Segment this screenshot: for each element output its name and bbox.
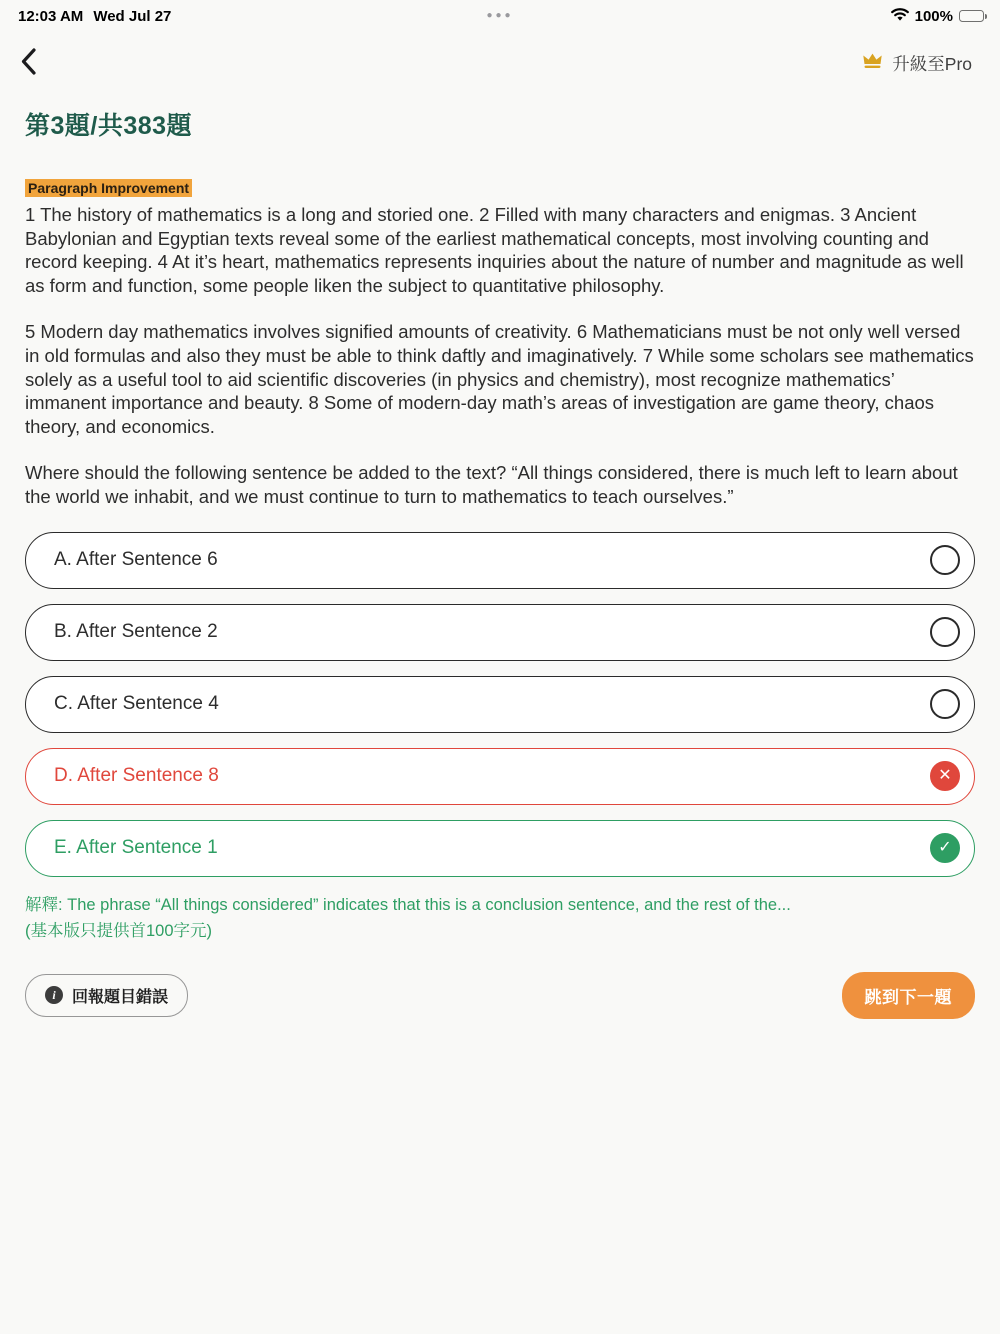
passage-paragraph-1: 1 The history of mathematics is a long and storied one. 2 Filled with many characters and enigmas. 3 Ancient Babylonian and Egyptian texts reveal some of the earliest mathematical concepts, most involving counting and record keeping. 4 At it’s heart, mathematics represents inquiries about the nature of number and magnitude as well as form and function, some people liken the subject to quantitative philosophy.	[25, 204, 964, 296]
option-c[interactable]	[25, 676, 975, 733]
report-error-button[interactable]	[25, 974, 188, 1017]
upgrade-pro-button[interactable]	[862, 51, 972, 76]
radio-circle-icon	[930, 689, 960, 719]
question-progress: 第3題/共383題	[25, 112, 193, 140]
nav-bar	[0, 26, 1000, 78]
option-b-label: B. After Sentence 2	[54, 621, 218, 643]
status-bar	[0, 0, 1000, 26]
footer-actions	[25, 972, 975, 1019]
option-a[interactable]	[25, 532, 975, 589]
battery-percent: 100%	[914, 7, 953, 25]
option-e-label: E. After Sentence 1	[54, 837, 218, 859]
battery-icon	[959, 10, 984, 22]
explanation-text: 解釋: The phrase “All things considered” indicates that this is a conclusion sentence, and the rest of the...	[25, 895, 791, 914]
explanation-note: (基本版只提供首100字元)	[25, 921, 213, 940]
radio-circle-icon	[930, 617, 960, 647]
upgrade-pro-label: 升級至Pro	[892, 53, 972, 74]
option-c-label: C. After Sentence 4	[54, 693, 219, 715]
report-error-label: 回報題目錯誤	[72, 988, 169, 1006]
check-icon: ✓	[930, 833, 960, 863]
question-type-tag: Paragraph Improvement	[25, 179, 192, 197]
status-ellipsis-icon: ●●●	[486, 10, 514, 21]
options-list	[25, 532, 975, 877]
info-icon: i	[45, 986, 63, 1004]
crown-icon	[862, 52, 883, 74]
explanation-block	[25, 892, 975, 944]
chevron-left-icon	[20, 47, 37, 79]
option-e[interactable]	[25, 820, 975, 877]
passage-paragraph-2: 5 Modern day mathematics involves signified amounts of creativity. 6 Mathematicians must be not only well versed in old formulas and also they must be able to think daftly and imaginatively. 7 While some scholars see mathematics solely as a useful tool to aid scientific discoveries (in physics and chemistry), most recognize mathematics’ immanent importance and beauty. 8 Some of modern-day math’s areas of investigation are game theory, chaos theory, and economics.	[25, 321, 974, 437]
status-date: Wed Jul 27	[93, 7, 172, 25]
back-button[interactable]	[20, 48, 50, 78]
cross-icon: ✕	[930, 761, 960, 791]
question-prompt: Where should the following sentence be added to the text? “All things considered, there is much left to learn about the world we inhabit, and we must continue to turn to mathematics to teach ourselves.”	[25, 462, 958, 507]
next-question-button[interactable]: 跳到下一題	[842, 972, 976, 1019]
status-time: 12:03 AM	[18, 7, 84, 25]
option-d-label: D. After Sentence 8	[54, 765, 219, 787]
radio-circle-icon	[930, 545, 960, 575]
option-d[interactable]	[25, 748, 975, 805]
option-b[interactable]	[25, 604, 975, 661]
option-a-label: A. After Sentence 6	[54, 549, 218, 571]
